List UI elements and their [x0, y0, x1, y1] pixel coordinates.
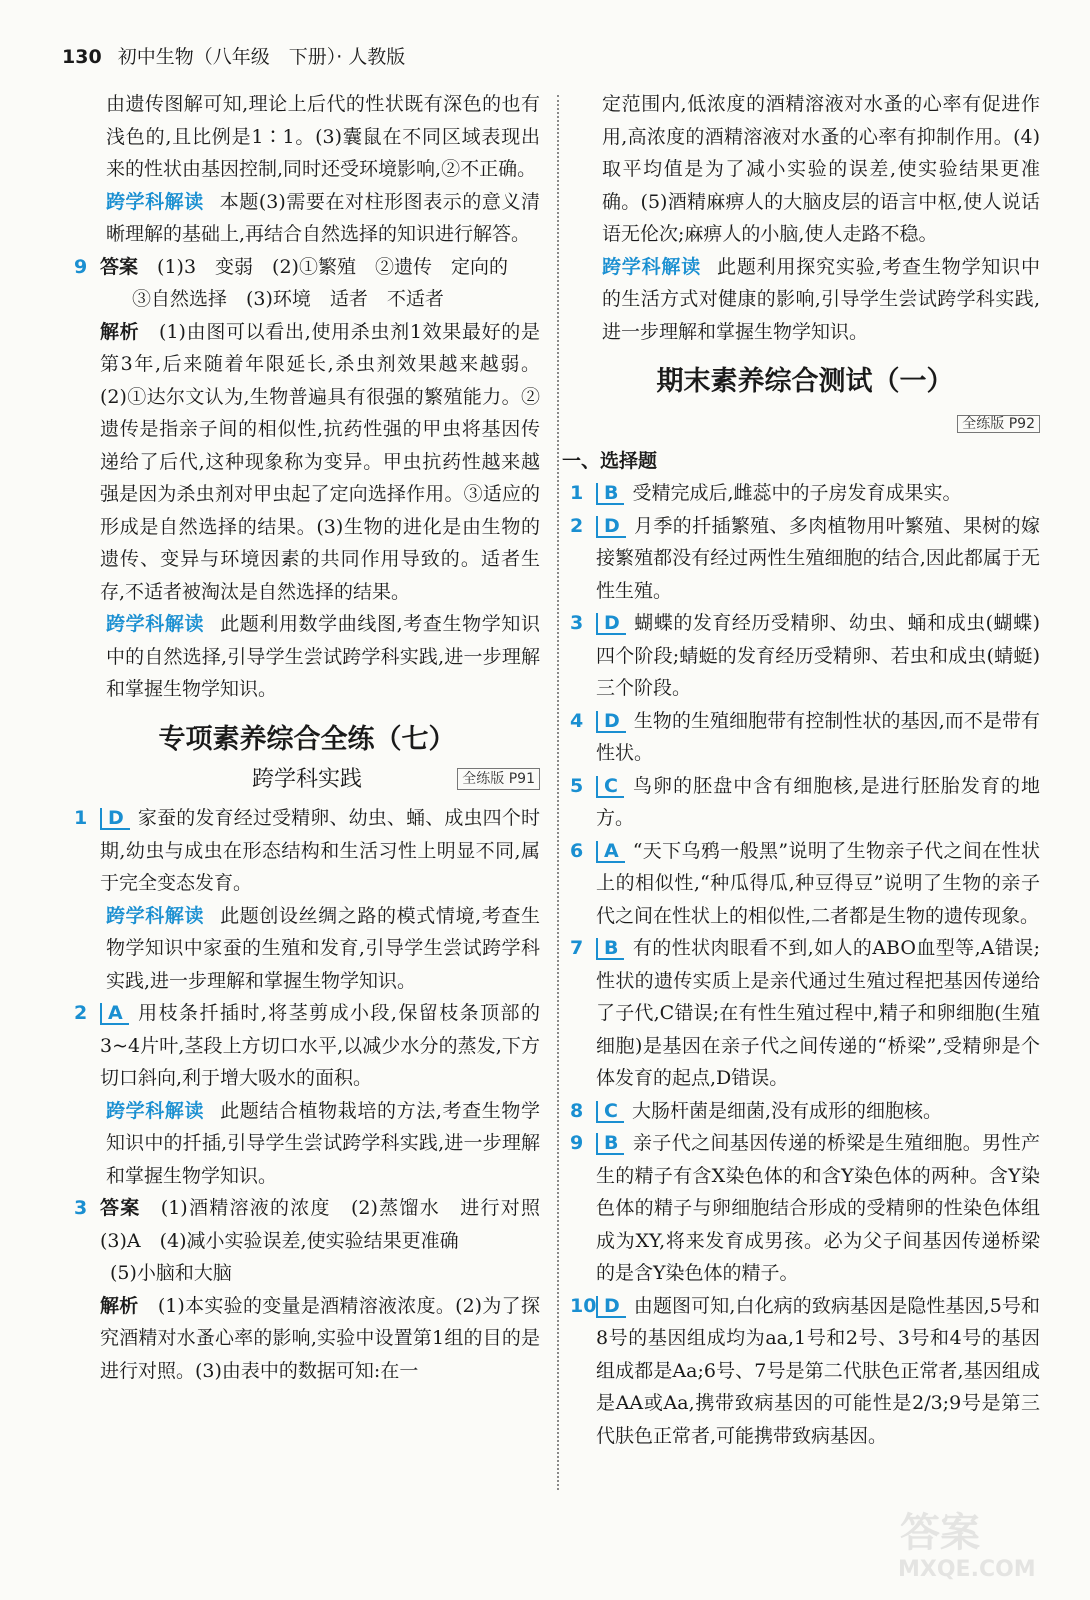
- book-title: 初中生物（八年级 下册）· 人教版: [117, 46, 406, 68]
- choice-item: [570, 1290, 1040, 1453]
- answer-letter: C: [596, 1101, 624, 1123]
- answer-letter: C: [596, 776, 624, 798]
- cross-discipline-note: [570, 251, 1040, 349]
- answer-letter: D: [596, 1296, 626, 1318]
- right-column: [562, 88, 1040, 1452]
- answer-letter: B: [596, 938, 624, 960]
- explanation-text: 大肠杆菌是细菌,没有成形的细胞核。: [631, 1099, 942, 1122]
- page-header: [62, 42, 405, 69]
- cross-discipline-text: 此题结合植物栽培的方法,考查生物学知识中的扦插,引导学生尝试跨学科实践,进一步理解和掌握生物学知识。: [106, 1099, 540, 1187]
- question-number: 10: [570, 1294, 597, 1317]
- answer-letter: B: [596, 483, 624, 505]
- question-number: 3: [74, 1197, 88, 1219]
- question-3: [74, 1192, 559, 1387]
- question-2: [74, 997, 540, 1095]
- section-heading: 一、选择题: [562, 449, 658, 472]
- answer-text: (1)酒精溶液的浓度 (2)蒸馏水 进行对照 (3)A (4)减小实验误差,使实验结果更准确: [100, 1197, 559, 1252]
- question-9: [74, 251, 540, 609]
- cross-discipline-text: 此题利用探究实验,考查生物学知识中的生活方式对健康的影响,引导学生尝试跨学科实践,进一步理解和掌握生物学知识。: [602, 255, 1040, 343]
- page-reference-tag: 全练版 P92: [957, 415, 1040, 433]
- choice-item: [570, 770, 1040, 835]
- watermark-text: MXQE.COM: [898, 1557, 1036, 1582]
- question-number: 6: [570, 839, 584, 862]
- cross-discipline-text: 此题创设丝绸之路的模式情境,考查生物学知识中家蚕的生殖和发育,引导学生尝试跨学科实践,进一步理解和掌握生物学知识。: [106, 904, 540, 992]
- answer-letter: A: [596, 841, 625, 863]
- question-number: 4: [570, 709, 584, 732]
- choice-item: [570, 477, 1040, 510]
- cross-discipline-text: 此题利用数学曲线图,考查生物学知识中的自然选择,引导学生尝试跨学科实践,进一步理解和掌握生物学知识。: [106, 613, 540, 700]
- cross-discipline-label: 跨学科解读: [106, 613, 205, 635]
- cross-discipline-note: [74, 186, 540, 251]
- answer-text: (1)3 变弱 (2)①繁殖 ②遗传 定向的: [157, 255, 508, 278]
- section-title: 期末素养综合测试（一）: [656, 366, 954, 397]
- answer-letter: D: [596, 711, 626, 733]
- question-number: 2: [570, 514, 584, 537]
- continued-text: 定范围内,低浓度的酒精溶液对水蚤的心率有促进作用,高浓度的酒精溶液对水蚤的心率有抑制作用。(4)取平均值是为了减小实验的误差,使实验结果更准确。(5)酒精麻痹人的大脑皮层的语言中枢,使人说话语无伦次;麻痹人的小脑,使人走路不稳。: [602, 93, 1040, 245]
- question-text: 家蚕的发育经过受精卵、幼虫、蛹、成虫四个时期,幼虫与成虫在形态结构和生活习性上明显不同,属于完全变态发育。: [100, 807, 540, 894]
- cross-discipline-label: 跨学科解读: [106, 904, 205, 927]
- explanation-text: 由题图可知,白化病的致病基因是隐性基因,5号和8号的基因组成均为aa,1号和2号、3号和4号的基因组成都是Aa;6号、7号是第二代肤色正常者,基因组成是AA或Aa,携带致病基因的可能性是2/3;9号是第三代肤色正常者,可能携带致病基因。: [596, 1294, 1040, 1447]
- answer-label: 答案: [100, 1197, 141, 1219]
- question-text: 用枝条扦插时,将茎剪成小段,保留枝条顶部的3~4片叶,茎段上方切口水平,以减少水分的蒸发,下方切口斜向,利于增大吸水的面积。: [100, 1002, 540, 1089]
- explanation-text: 生物的生殖细胞带有控制性状的基因,而不是带有性状。: [596, 709, 1040, 764]
- choice-item: [570, 1127, 1040, 1290]
- choice-item: [570, 1095, 1040, 1128]
- analysis-text: (1)本实验的变量是酒精溶液浓度。(2)为了探究酒精对水蚤心率的影响,实验中设置第1组的目的是进行对照。(3)由表中的数据可知:在一: [100, 1294, 540, 1382]
- explanation-text: 受精完成后,雌蕊中的子房发育成果实。: [632, 482, 962, 504]
- answer-text-2: (5)小脑和大脑: [110, 1262, 232, 1284]
- section-title: 专项素养综合全练（七）: [158, 723, 456, 755]
- choice-item: [570, 705, 1040, 770]
- answer-text-2: ③自然选择 (3)环境 适者 不适者: [132, 288, 444, 310]
- analysis-label: 解析: [100, 320, 140, 343]
- explanation-text: “天下乌鸦一般黑”说明了生物亲子代之间在性状上的相似性,“种瓜得瓜,种豆得豆”说明了生物的亲子代之间在性状上的相似性,二者都是生物的遗传现象。: [596, 839, 1040, 927]
- page-reference-tag: 全练版 P91: [457, 768, 540, 790]
- answer-label: 答案: [100, 255, 139, 278]
- answer-letter: A: [100, 1003, 129, 1025]
- cross-discipline-label: 跨学科解读: [106, 1099, 205, 1122]
- question-number: 3: [570, 612, 584, 634]
- question-number: 1: [570, 482, 584, 504]
- question-number: 2: [74, 1002, 88, 1024]
- column-divider: [557, 95, 559, 1490]
- analysis-text: (1)由图可以看出,使用杀虫剂1效果最好的是第3年,后来随着年限延长,杀虫剂效果越来越弱。(2)①达尔文认为,生物普遍具有很强的繁殖能力。②遗传是指亲子间的相似性,抗药性强的甲虫将基因传递给了后代,这种现象称为变异。甲虫抗药性越来越强是因为杀虫剂对甲虫起了定向选择作用。③适应的形成是自然选择的结果。(3)生物的进化是由生物的遗传、变异与环境因素的共同作用导致的。适者生存,不适者被淘汰是自然选择的结果。: [100, 320, 540, 603]
- explanation-text: 月季的扦插繁殖、多肉植物用叶繁殖、果树的嫁接繁殖都没有经过两性生殖细胞的结合,因此都属于无性生殖。: [596, 514, 1040, 602]
- cross-discipline-note: [74, 1095, 540, 1193]
- answer-letter: D: [596, 613, 626, 635]
- watermark-logo: [892, 1502, 1062, 1582]
- choice-item: [570, 510, 1040, 608]
- question-number: 5: [570, 774, 584, 797]
- explanation-text: 亲子代之间基因传递的桥梁是生殖细胞。男性产生的精子有含X染色体的和含Y染色体的两种。含Y染色体的精子与卵细胞结合形成的受精卵的性染色体组成为XY,将来发育成男孩。必为父子间基因传递桥梁的是含Y染色体的精子。: [596, 1132, 1040, 1284]
- cross-discipline-note: [74, 608, 540, 706]
- answer-letter: D: [596, 516, 626, 538]
- choice-answers: [570, 477, 1040, 1452]
- page-number: 130: [62, 46, 102, 68]
- answer-letter: D: [100, 808, 130, 830]
- question-number: 8: [570, 1099, 584, 1122]
- left-column: [74, 88, 559, 1387]
- answer-letter: B: [596, 1133, 624, 1155]
- question-number: 9: [570, 1132, 584, 1154]
- explanation-text: 鸟卵的胚盘中含有细胞核,是进行胚胎发育的地方。: [596, 774, 1040, 829]
- question-number: 7: [570, 937, 584, 959]
- analysis-label: 解析: [100, 1294, 139, 1317]
- cross-discipline-label: 跨学科解读: [106, 190, 204, 213]
- choice-item: [570, 607, 1040, 705]
- question-number: 9: [74, 255, 88, 278]
- choice-item: [570, 932, 1040, 1095]
- section-subtitle: 跨学科实践: [251, 766, 362, 792]
- question-1: [74, 802, 540, 900]
- continued-text: 由遗传图解可知,理论上后代的性状既有深色的也有浅色的,且比例是1∶1。(3)囊鼠在不同区域表现出来的性状由基因控制,同时还受环境影响,②不正确。: [106, 93, 540, 180]
- cross-discipline-label: 跨学科解读: [602, 255, 702, 278]
- explanation-text: 蝴蝶的发育经历受精卵、幼虫、蛹和成虫(蝴蝶)四个阶段;蜻蜓的发育经历受精卵、若虫和成虫(蜻蜓)三个阶段。: [596, 612, 1040, 699]
- svg-text:答案: 答案: [900, 1510, 980, 1556]
- cross-discipline-text: 本题(3)需要在对柱形图表示的意义清晰理解的基础上,再结合自然选择的知识进行解答。: [106, 190, 540, 245]
- cross-discipline-note: [74, 900, 540, 998]
- question-number: 1: [74, 807, 88, 829]
- explanation-text: 有的性状肉眼看不到,如人的ABO血型等,A错误;性状的遗传实质上是亲代通过生殖过程把基因传递给了子代,C错误;在有性生殖过程中,精子和卵细胞(生殖细胞)是基因在亲子代之间传递的“桥梁”,受精卵是个体发育的起点,D错误。: [596, 937, 1040, 1089]
- choice-item: [570, 835, 1040, 933]
